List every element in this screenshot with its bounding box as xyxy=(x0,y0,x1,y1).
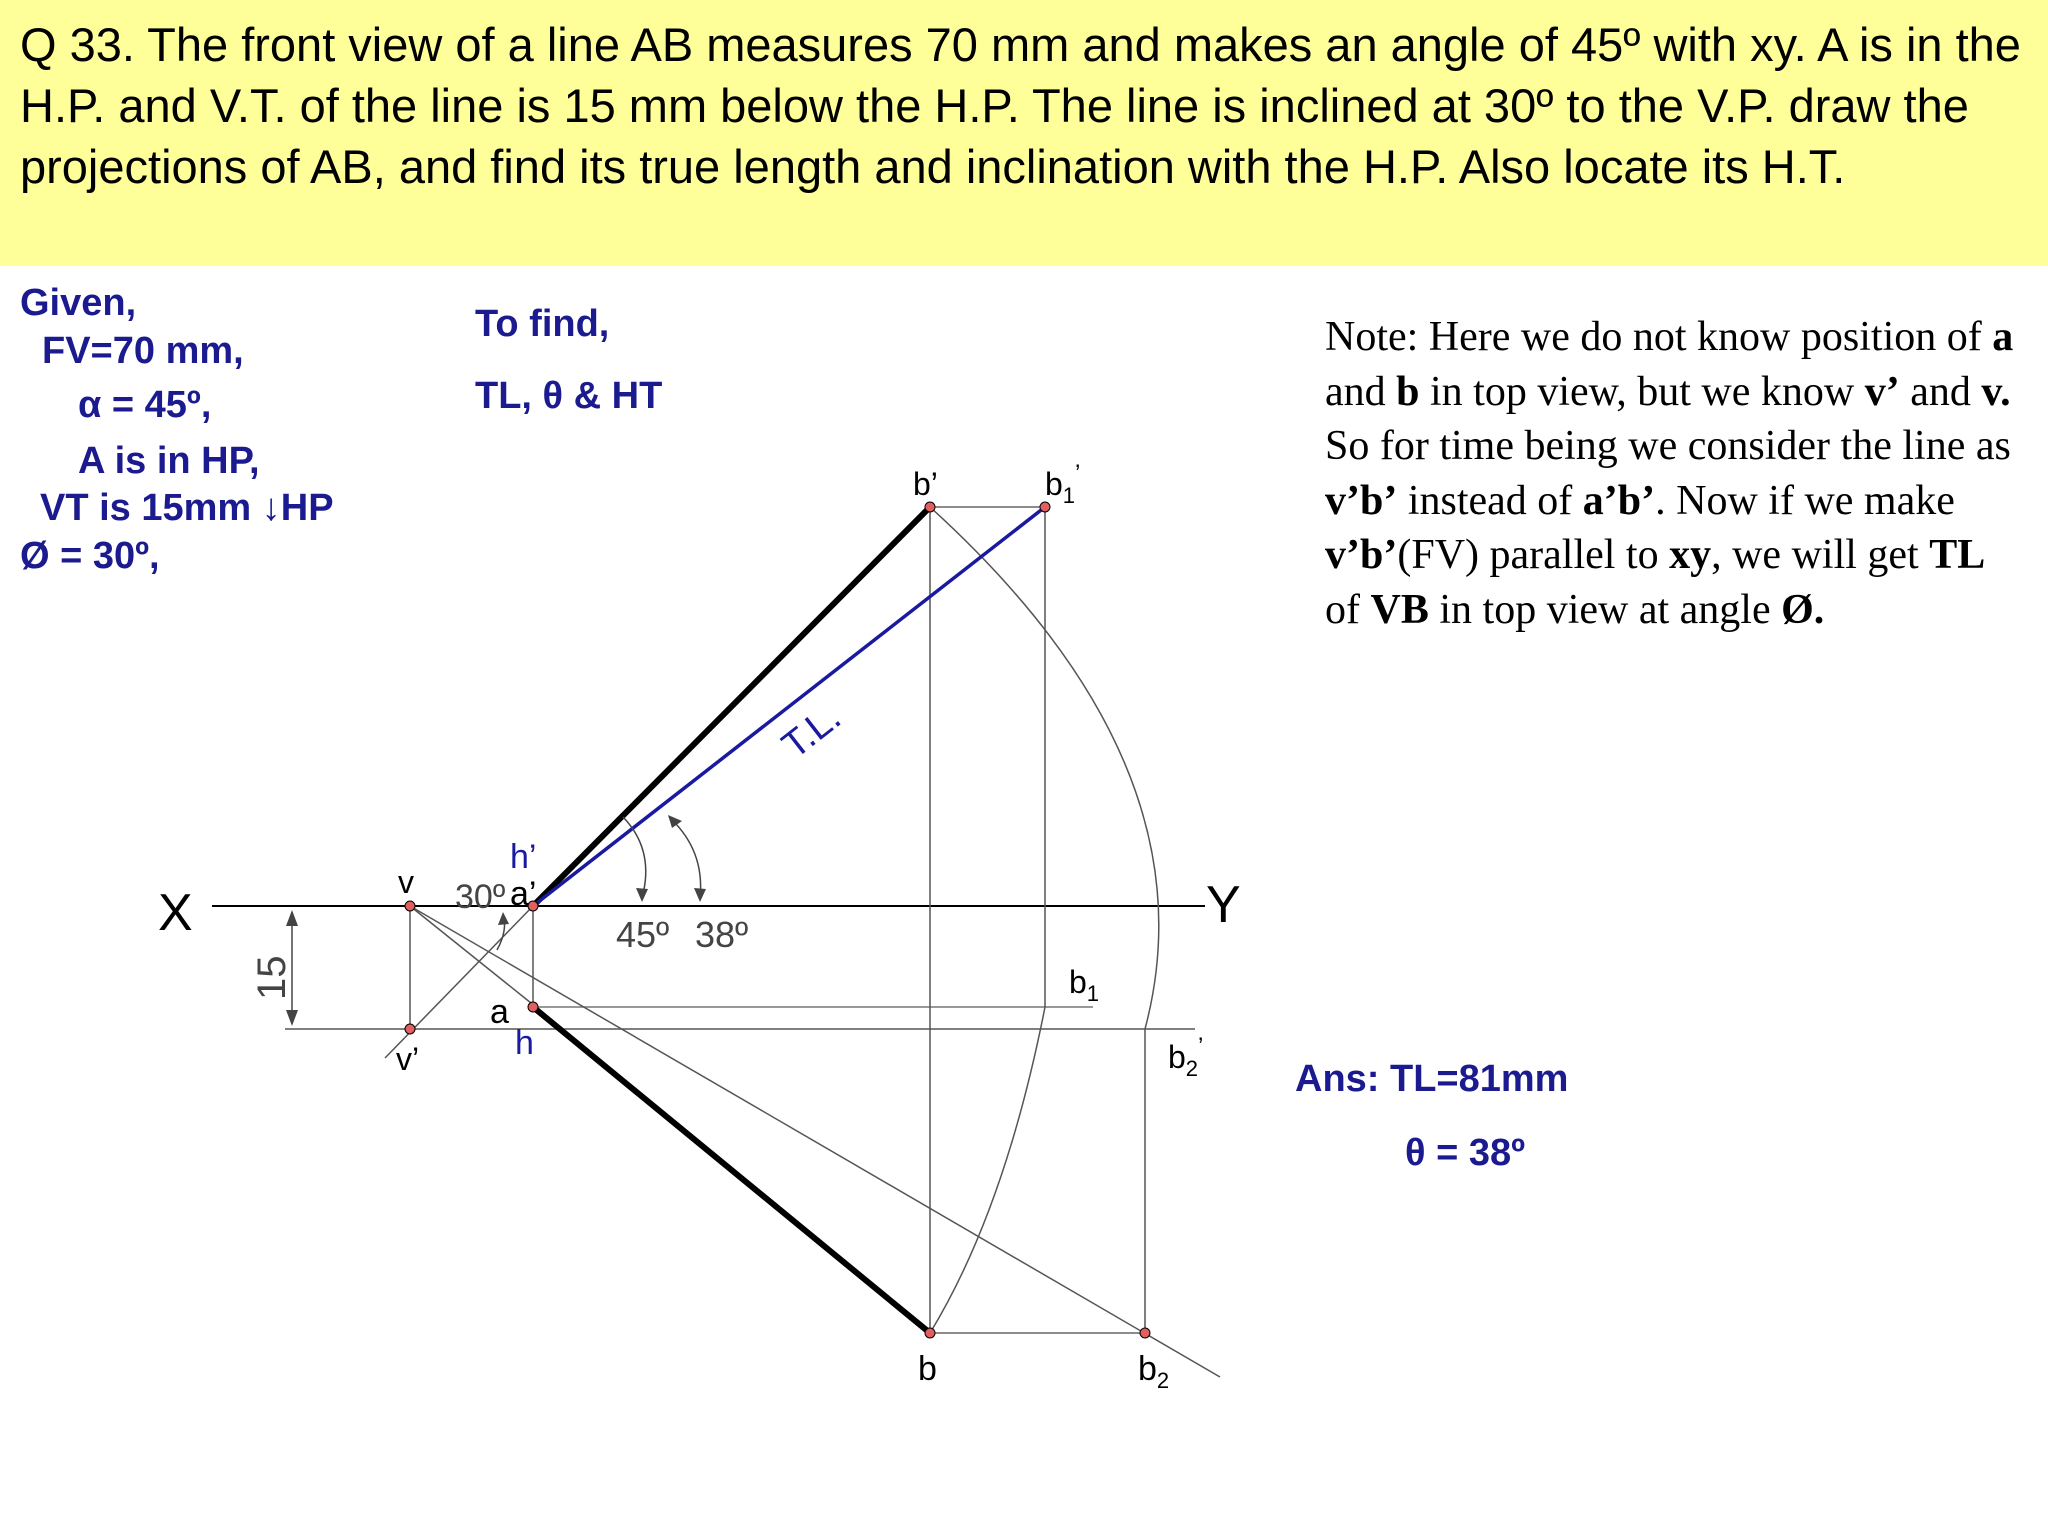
label-b2-base: b xyxy=(1138,1350,1157,1388)
to-find-heading: To find, xyxy=(475,303,610,345)
angle-45-arrow xyxy=(636,888,648,902)
note-ab-dash: a’b’ xyxy=(1582,477,1656,524)
question-text: Q 33. The front view of a line AB measures 70 mm and makes an angle of 45º with xy. A is in the H.P. and V.T. of the line is 15 mm below the H.P. The line is inclined at 30º to the V.P. draw the projections of AB, and find its true length and inclination with the H.P. Also locate its H.T. xyxy=(20,18,2021,193)
dimension-15-label: 15 xyxy=(250,955,294,1000)
point-v xyxy=(405,901,415,911)
label-h-dash: h’ xyxy=(510,838,537,876)
label-b1 xyxy=(1069,964,1099,1006)
answer-theta: θ = 38º xyxy=(1405,1132,1525,1174)
label-b: b xyxy=(918,1350,937,1388)
label-b-dash: b’ xyxy=(913,466,938,502)
note-text: , we will get xyxy=(1711,532,1930,578)
angle-45-label: 45º xyxy=(616,914,670,955)
phi-30-line xyxy=(410,906,1220,1377)
y-label: Y xyxy=(1206,876,1241,934)
note-text: (FV) parallel to xyxy=(1397,532,1670,578)
front-view-ab xyxy=(533,507,930,906)
note-phi: Ø. xyxy=(1781,586,1825,633)
note-text: in top view at angle xyxy=(1428,586,1782,633)
note-text: instead of xyxy=(1397,477,1583,524)
top-view-ab xyxy=(533,1007,930,1333)
note-v-dash: v’ xyxy=(1864,368,1900,415)
given-a-position: A is in HP, xyxy=(78,440,260,482)
note-text: of xyxy=(1325,586,1371,633)
angle-38-label: 38º xyxy=(695,914,749,955)
label-b2-dash-sub: 2 xyxy=(1185,1056,1199,1081)
given-alpha: α = 45º, xyxy=(78,384,212,426)
vt-construction-line xyxy=(385,906,533,1058)
label-v: v xyxy=(398,864,414,900)
true-length-line xyxy=(533,507,1045,906)
note-text: and xyxy=(1325,368,1397,415)
point-v-dash xyxy=(405,1024,415,1034)
point-b xyxy=(925,1328,935,1338)
note-v: v. xyxy=(1981,368,2011,415)
given-heading: Given, xyxy=(20,282,137,324)
label-b2-dash-base: b xyxy=(1168,1039,1186,1075)
v-to-a-line xyxy=(410,906,536,1007)
angle-38-arc xyxy=(669,817,701,898)
angle-30-label: 30º xyxy=(455,878,506,916)
note-text: Note: Here we do not know position of xyxy=(1325,314,1993,360)
label-h: h xyxy=(515,1024,534,1062)
note-vb-dash: v’b’ xyxy=(1325,477,1398,524)
note-text: in top view, but we know xyxy=(1419,368,1865,415)
note-vb: VB xyxy=(1370,586,1429,633)
point-b1-dash xyxy=(1040,502,1050,512)
dimension-arrow-top xyxy=(286,910,298,926)
note-tl: TL xyxy=(1929,532,1986,578)
label-b1-dash-base: b xyxy=(1045,466,1063,502)
label-b1-dash-sub: 1 xyxy=(1062,483,1076,508)
label-a-dash: a’ xyxy=(510,875,537,913)
point-b-dash xyxy=(925,502,935,512)
angle-38-arrow-top xyxy=(668,815,682,828)
label-b1-dash xyxy=(1045,460,1080,508)
answer-tl: Ans: TL=81mm xyxy=(1295,1058,1569,1100)
note-xy: xy xyxy=(1669,532,1712,578)
x-label: X xyxy=(158,884,193,942)
point-a xyxy=(528,1002,538,1012)
label-b2-dash-sup: ’ xyxy=(1198,1033,1204,1060)
point-b2 xyxy=(1140,1328,1150,1338)
label-b1-sub: 1 xyxy=(1086,981,1100,1006)
label-b1-base: b xyxy=(1069,964,1087,1000)
note-text: So for time being we consider the line as xyxy=(1325,423,2011,469)
given-phi: Ø = 30º, xyxy=(20,535,160,577)
note-a: a xyxy=(1992,314,2014,360)
note-b: b xyxy=(1396,368,1420,415)
angle-38-arrow xyxy=(694,888,706,902)
given-fv: FV=70 mm, xyxy=(42,330,244,372)
note-text: and xyxy=(1899,368,1982,415)
label-v-dash: v’ xyxy=(396,1041,420,1077)
dimension-arrow-bottom xyxy=(286,1010,298,1026)
arc-b xyxy=(930,1007,1045,1333)
label-b2 xyxy=(1138,1350,1169,1393)
label-b2-sub: 2 xyxy=(1156,1368,1170,1393)
given-vt: VT is 15mm ↓HP xyxy=(40,487,334,529)
note-vb-dash-2: v’b’ xyxy=(1325,532,1398,578)
to-find-items: TL, θ & HT xyxy=(475,375,663,417)
label-b2-dash xyxy=(1168,1033,1203,1081)
tl-label: T.L. xyxy=(774,696,849,768)
note-text: . Now if we make xyxy=(1655,477,1955,524)
label-a: a xyxy=(490,993,509,1031)
label-b1-dash-sup: ’ xyxy=(1075,460,1081,487)
